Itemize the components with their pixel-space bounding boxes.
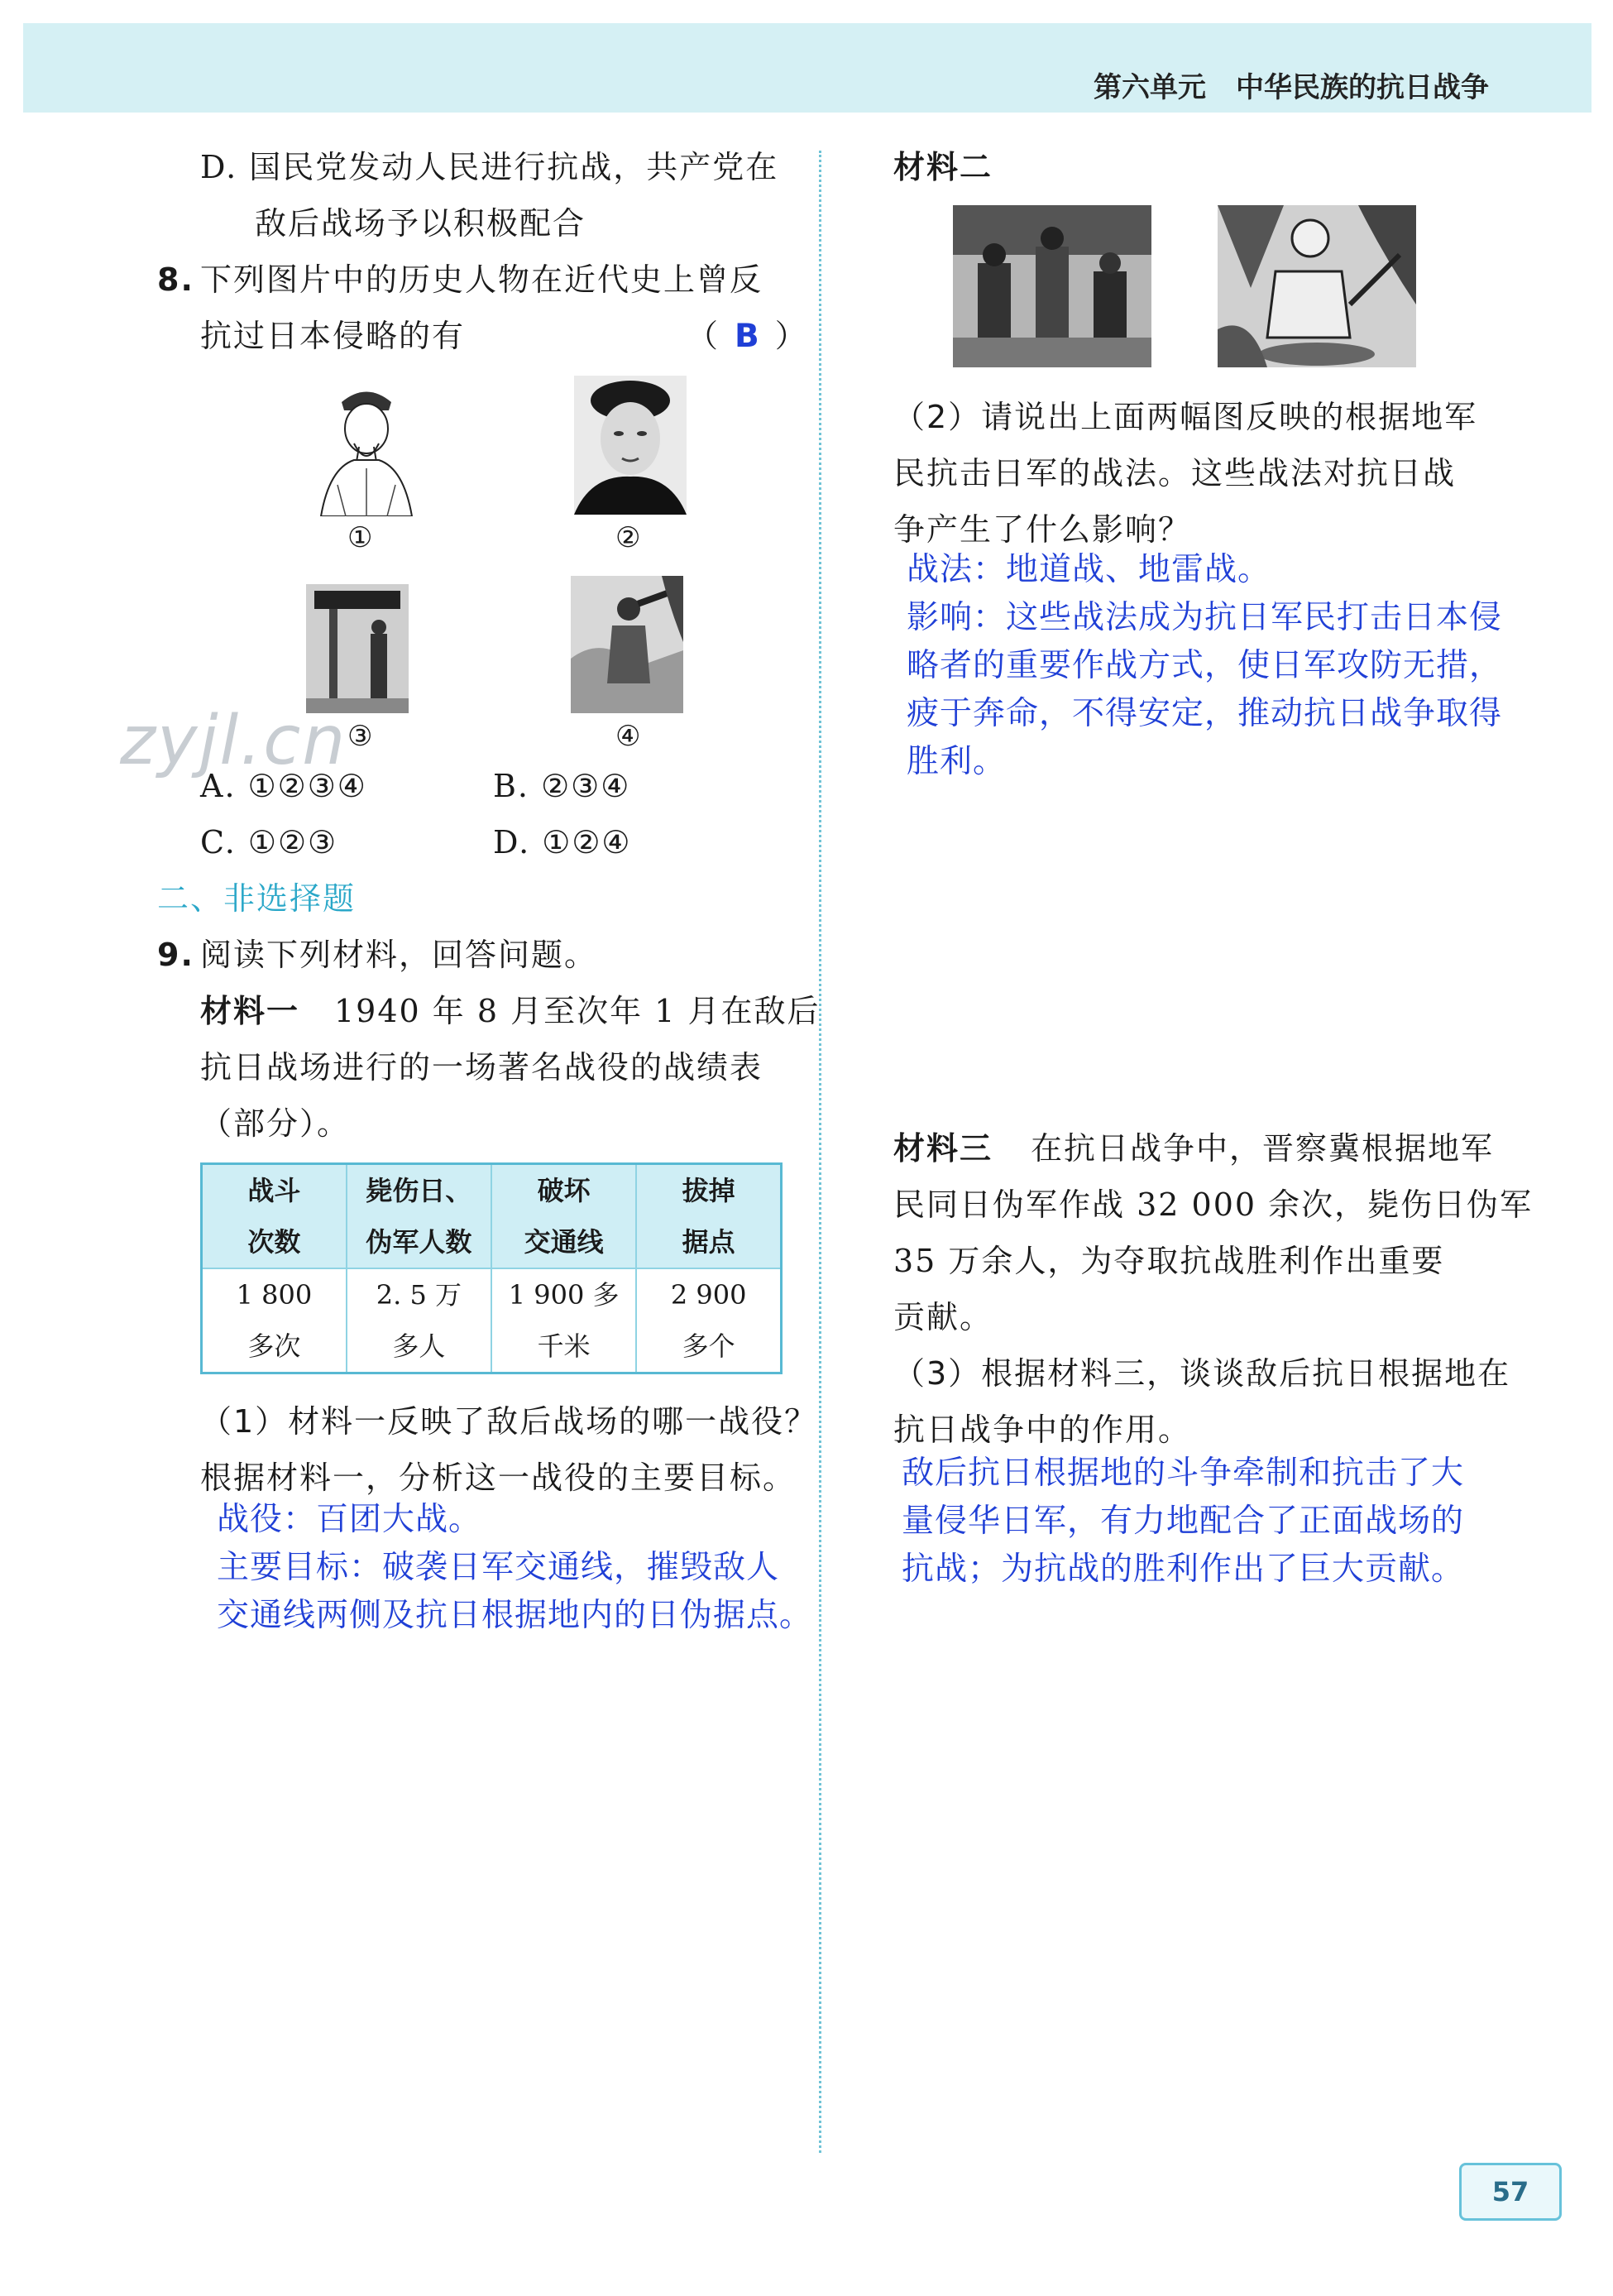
- figure-3-memorial-photo: [306, 584, 409, 713]
- q8-option-d[interactable]: D. ①②④: [493, 824, 632, 860]
- table-row: [202, 1268, 782, 1373]
- material-1-line3: （部分）。: [200, 1105, 351, 1142]
- material-1-label: 材料一: [200, 993, 300, 1029]
- material-3-line3: 35 万余人，为夺取抗战胜利作出重要: [893, 1243, 1445, 1279]
- table-cell: 2. 5 万 多人: [347, 1268, 491, 1373]
- material-1-line1: 1940 年 8 月至次年 1 月在敌后: [334, 993, 821, 1029]
- table-header-cell: 拔掉 据点: [636, 1164, 781, 1269]
- figure-1-caption: ①: [347, 521, 373, 554]
- q9-sub3-line2: 抗日战争中的作用。: [893, 1412, 1192, 1448]
- material-2-label: 材料二: [893, 149, 993, 185]
- q8-answer-bracket: [687, 308, 808, 365]
- q8-option-c[interactable]: C. ①②③: [200, 824, 338, 860]
- q9-sub2-line1: （2）请说出上面两幅图反映的根据地军: [893, 399, 1478, 435]
- answer-1-line3: 交通线两侧及抗日根据地内的日伪据点。: [217, 1597, 813, 1634]
- table-header-cell: 破坏 交通线: [491, 1164, 636, 1269]
- q8-answer: B: [735, 318, 760, 355]
- table-header-cell: 战斗 次数: [202, 1164, 347, 1269]
- q9-text: 阅读下列材料，回答问题。: [200, 937, 598, 973]
- q8-option-a[interactable]: A. ①②③④: [200, 768, 367, 804]
- material-3-line4: 贡献。: [893, 1299, 993, 1335]
- paren-close: ）: [774, 318, 808, 354]
- section-title: 二、非选择题: [157, 880, 357, 917]
- battle-record-table: [200, 1162, 783, 1374]
- material-2-image-tunnel-warfare: [953, 205, 1151, 367]
- page-number: 57: [1459, 2163, 1562, 2221]
- header-unit: 第六单元: [1094, 71, 1206, 104]
- answer-2-line3: 略者的重要作战方式，使日军攻防无措，: [907, 647, 1503, 684]
- paren-open: （: [687, 318, 720, 354]
- answer-2-line2: 影响：这些战法成为抗日军民打击日本侵: [907, 599, 1503, 636]
- material-1-line2: 抗日战场进行的一场著名战役的战绩表: [200, 1049, 763, 1086]
- q8-number: 8.: [157, 261, 194, 298]
- material-3-line2: 民同日伪军作战 32 000 余次，毙伤日伪军: [893, 1186, 1534, 1223]
- column-divider: [819, 151, 821, 2153]
- q9-sub3-line1: （3）根据材料三，谈谈敌后抗日根据地在: [893, 1355, 1511, 1392]
- watermark: zyjl.cn: [120, 702, 347, 780]
- q8-option-b[interactable]: B. ②③④: [493, 768, 631, 804]
- answer-1-line1: 战役：百团大战。: [217, 1501, 482, 1538]
- figure-2-caption: ②: [615, 521, 641, 554]
- figure-4-caption: ④: [615, 720, 641, 753]
- table-cell: 2 900 多个: [636, 1268, 781, 1373]
- header-chapter: 中华民族的抗日战争: [1236, 71, 1489, 104]
- material-2-image-landmine-warfare: [1218, 205, 1416, 367]
- q9-sub2-line3: 争产生了什么影响？: [893, 511, 1192, 548]
- q9-sub1-line2: 根据材料一，分析这一战役的主要目标。: [200, 1460, 797, 1496]
- q7-option-d-line1: D. 国民党发动人民进行抗战，共产党在: [200, 149, 779, 185]
- figure-1-portrait-sketch: [304, 377, 428, 516]
- answer-2-line1: 战法：地道战、地雷战。: [907, 551, 1271, 588]
- table-header-cell: 毙伤日、 伪军人数: [347, 1164, 491, 1269]
- answer-3-line2: 量侵华日军，有力地配合了正面战场的: [902, 1503, 1465, 1540]
- table-cell: 1 800 多次: [202, 1268, 347, 1373]
- figure-2-portrait-photo: [574, 376, 687, 515]
- table-header-row: [202, 1164, 782, 1269]
- answer-3-line3: 抗战；为抗战的胜利作出了巨大贡献。: [902, 1551, 1465, 1588]
- q7-option-d-line2: 敌后战场予以积极配合: [255, 205, 586, 242]
- answer-3-line1: 敌后抗日根据地的斗争牵制和抗击了大: [902, 1455, 1465, 1492]
- answer-2-line4: 疲于奔命，不得安定，推动抗日战争取得: [907, 695, 1503, 732]
- q9-sub1-line1: （1）材料一反映了敌后战场的哪一战役？: [200, 1403, 818, 1440]
- q8-line2: 抗过日本侵略的有: [200, 318, 466, 354]
- table-cell: 1 900 多 千米: [491, 1268, 636, 1373]
- answer-1-line2: 主要目标：破袭日军交通线，摧毁敌人: [217, 1549, 780, 1586]
- q9-number: 9.: [157, 937, 194, 973]
- answer-2-line5: 胜利。: [907, 743, 1007, 780]
- q9-sub2-line2: 民抗击日军的战法。这些战法对抗日战: [893, 455, 1457, 491]
- q8-line1: 下列图片中的历史人物在近代史上曾反: [200, 261, 763, 298]
- figure-3-caption: ③: [347, 720, 373, 753]
- header-title: [1094, 65, 1489, 105]
- figure-4-soldier-photo: [571, 576, 683, 713]
- material-3-label: 材料三: [893, 1130, 993, 1167]
- material-3-line1: 在抗日战争中，晋察冀根据地军: [1031, 1130, 1495, 1167]
